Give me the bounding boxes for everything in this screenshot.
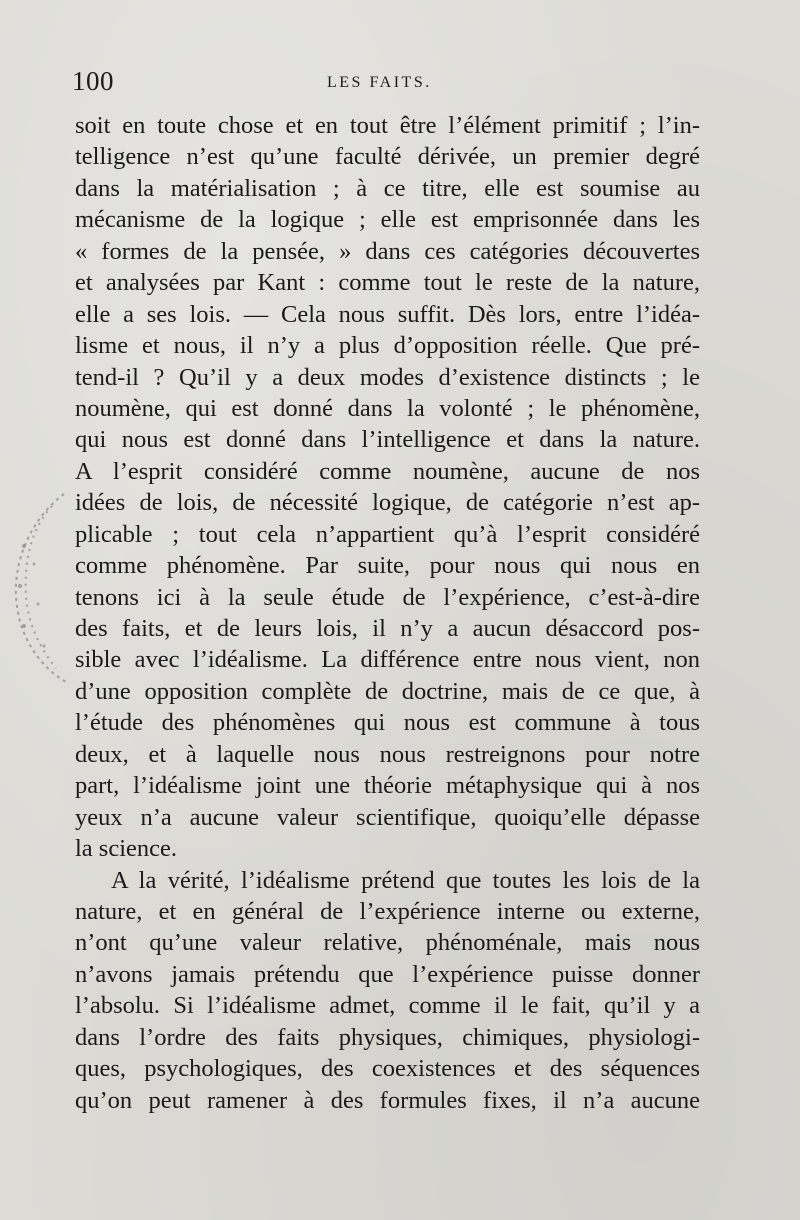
text-line: part, l’idéalisme joint une théorie métaphysique qui à nos — [75, 772, 700, 800]
text-line: qu’on peut ramener à des formules fixes, il n’a aucune — [75, 1086, 700, 1114]
text-line: et analysées par Kant : comme tout le reste de la nature, — [75, 269, 700, 297]
text-line: comme phénomène. Par suite, pour nous qui nous en — [75, 552, 700, 580]
text-line: yeux n’a aucune valeur scientifique, quoiqu’elle dépasse — [75, 803, 700, 831]
text-line: d’une opposition complète de doctrine, mais de ce que, à — [75, 677, 700, 705]
body-text — [75, 110, 700, 1116]
text-line: noumène, qui est donné dans la volonté ; le phénomène, — [75, 394, 700, 422]
text-line: telligence n’est qu’une faculté dérivée, un premier degré — [75, 143, 700, 171]
text-line: tenons ici à la seule étude de l’expérience, c’est-à-dire — [75, 583, 700, 611]
page-number: 100 — [72, 66, 114, 96]
library-stamp-icon — [0, 486, 80, 686]
text-line: l’absolu. Si l’idéalisme admet, comme il le fait, qu’il y a — [75, 992, 700, 1020]
text-line: ques, psychologiques, des coexistences et des séquences — [75, 1055, 700, 1083]
text-line: soit en toute chose et en tout être l’élément primitif ; l’in- — [75, 112, 700, 139]
text-line: A l’esprit considéré comme noumène, aucune de nos — [75, 457, 700, 485]
text-line: tend-il ? Qu’il y a deux modes d’existence distincts ; le — [75, 363, 700, 391]
page-header — [72, 66, 702, 100]
text-line: sible avec l’idéalisme. La différence entre nous vient, non — [75, 646, 700, 674]
text-line: plicable ; tout cela n’appartient qu’à l’esprit considéré — [75, 520, 700, 548]
text-line: lisme et nous, il n’y a plus d’opposition réelle. Que pré- — [75, 332, 700, 360]
text-line: dans la matérialisation ; à ce titre, elle est soumise au — [75, 174, 700, 202]
text-line: deux, et à laquelle nous nous restreignons pour notre — [75, 740, 700, 768]
text-line: elle a ses lois. — Cela nous suffit. Dès lors, entre l’idéa- — [75, 300, 700, 328]
text-line: dans l’ordre des faits physiques, chimiques, physiologi- — [75, 1023, 700, 1051]
text-line: « formes de la pensée, » dans ces catégories découvertes — [75, 237, 700, 265]
text-line: nature, et en général de l’expérience interne ou externe, — [75, 897, 700, 925]
text-line: des faits, et de leurs lois, il n’y a aucun désaccord pos- — [75, 615, 700, 642]
text-line: l’étude des phénomènes qui nous est commune à tous — [75, 709, 700, 737]
text-line: idées de lois, de nécessité logique, de catégorie n’est ap- — [75, 489, 700, 517]
text-line: n’ont qu’une valeur relative, phénoménale, mais nous — [75, 929, 700, 957]
paragraph-end-line: la science. — [75, 835, 178, 863]
running-head: LES FAITS. — [327, 74, 432, 91]
text-line: n’avons jamais prétendu que l’expérience puisse donner — [75, 960, 700, 988]
text-line: mécanisme de la logique ; elle est emprisonnée dans les — [75, 206, 700, 234]
paragraph-start-line: A la vérité, l’idéalisme prétend que toutes les lois de la — [111, 866, 700, 894]
text-line: qui nous est donné dans l’intelligence et dans la nature. — [75, 426, 700, 454]
